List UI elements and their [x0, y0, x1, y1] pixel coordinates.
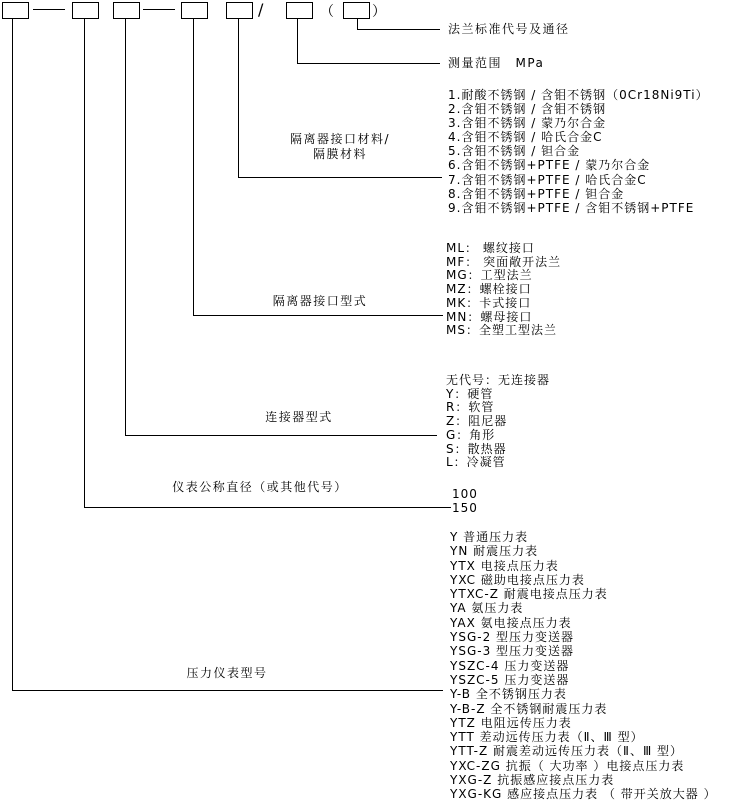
list-item: YSG-3 型压力变送器 [450, 644, 575, 659]
list-item: R：软管 [446, 400, 495, 415]
list-item: 5.含钼不锈钢 / 钽合金 [448, 144, 581, 159]
materials-field-label-line1: 隔离器接口材料/ [289, 132, 391, 146]
close-paren: ） [372, 4, 386, 20]
list-item: YSZC-5 压力变送器 [450, 672, 570, 687]
list-item: YXC-ZG 抗振（ 大功率 ）电接点压力表 [450, 758, 685, 773]
list-item: YTT 差动远传压力表（Ⅱ、Ⅲ 型） [450, 730, 644, 745]
list-item: 150 [452, 501, 478, 515]
list-item: Y：硬管 [446, 386, 494, 401]
list-item: YN 耐震压力表 [450, 544, 539, 559]
list-item: S：散热器 [446, 441, 507, 456]
list-item: YXG-Z 抗振感应接点压力表 [450, 773, 615, 788]
leader-line-materials-h [238, 177, 442, 178]
code-box-3 [113, 2, 140, 19]
code-box-6 [286, 2, 313, 19]
list-item: 7.含钼不锈钢+PTFE / 哈氏合金C [448, 172, 647, 187]
list-item: MK：卡式接口 [446, 295, 532, 310]
leader-line-model-v [12, 18, 13, 690]
leader-line-range-v [297, 18, 298, 63]
leader-line-materials-v [238, 18, 239, 177]
code-box-5 [226, 2, 253, 19]
list-item: 6.含钼不锈钢+PTFE / 蒙乃尔合金 [448, 158, 651, 173]
leader-line-connector-h [125, 435, 437, 436]
leader-line-connector-v [125, 18, 126, 435]
list-item: ML： 螺纹接口 [446, 241, 535, 255]
leader-line-flange-v [357, 18, 358, 29]
list-item: YSZC-4 压力变送器 [450, 658, 570, 673]
code-box-1 [2, 2, 29, 19]
model-field-label: 压力仪表型号 [186, 666, 268, 680]
list-item: 9.含钼不锈钢+PTFE / 含钼不锈钢+PTFE [448, 200, 695, 215]
list-item: YTZ 电阻远传压力表 [450, 715, 572, 730]
list-item: 2.含钼不锈钢 / 含钼不锈钢 [448, 102, 607, 117]
model-options-list [450, 530, 717, 802]
list-item: MF： 突面敞开法兰 [446, 254, 562, 269]
list-item: YAX 氨电接点压力表 [450, 615, 572, 630]
list-item: Z：阻尼器 [446, 414, 508, 429]
list-item: YXC 磁助电接点压力表 [450, 572, 585, 587]
interface-field-label: 隔离器接口型式 [272, 294, 368, 308]
interface-options-list [446, 242, 561, 338]
dash-separator-1 [33, 9, 65, 10]
list-item: 3.含钼不锈钢 / 蒙乃尔合金 [448, 116, 607, 131]
list-item: MG：工型法兰 [446, 268, 533, 283]
list-item: YTT-Z 耐震差动远传压力表（Ⅱ、Ⅲ 型） [450, 744, 684, 759]
list-item: MS：全塑工型法兰 [446, 323, 557, 338]
list-item: 100 [452, 487, 478, 501]
list-item: Y-B-Z 全不锈钢耐震压力表 [450, 701, 608, 716]
list-item: 8.含钼不锈钢+PTFE / 钽合金 [448, 186, 625, 201]
list-item: YSG-2 型压力变送器 [450, 630, 575, 645]
list-item: Y-B 全不锈钢压力表 [450, 687, 567, 702]
materials-field-label [250, 132, 430, 162]
materials-options-list [448, 88, 709, 215]
list-item: 1.耐酸不锈钢 / 含钼不锈钢（0Cr18Ni9Ti） [448, 88, 709, 102]
leader-line-diameter-v [84, 18, 85, 507]
leader-line-diameter-h [84, 507, 451, 508]
list-item: G：角形 [446, 427, 496, 442]
flange-field-label: 法兰标准代号及通径 [448, 22, 570, 36]
list-item: YXG-KG 感应接点压力表 （ 带开关放大器 ） [450, 787, 717, 802]
open-paren: （ [320, 4, 334, 20]
diameter-field-label: 仪表公称直径（或其他代号） [172, 480, 348, 494]
list-item: MN：螺母接口 [446, 309, 533, 324]
list-item: 4.含钼不锈钢 / 哈氏合金C [448, 130, 603, 145]
leader-line-flange-h [357, 29, 440, 30]
leader-line-model-h [12, 690, 443, 691]
leader-line-range-h [297, 63, 440, 64]
list-item: MZ：螺栓接口 [446, 282, 532, 297]
list-item: YTXC-Z 耐震电接点压力表 [450, 587, 608, 602]
list-item: Y 普通压力表 [450, 530, 529, 544]
materials-field-label-line2: 隔膜材料 [312, 147, 367, 161]
list-item: YTX 电接点压力表 [450, 558, 559, 573]
code-box-7 [343, 2, 370, 19]
code-box-2 [72, 2, 99, 19]
connector-options-list [446, 374, 550, 470]
leader-line-interface-v [193, 18, 194, 315]
slash-separator: / [258, 0, 264, 19]
leader-line-interface-h [193, 315, 443, 316]
connector-field-label: 连接器型式 [265, 410, 333, 424]
code-box-4 [181, 2, 208, 19]
list-item: YA 氨压力表 [450, 601, 524, 616]
list-item: L：冷凝管 [446, 455, 506, 470]
dash-separator-2 [143, 9, 175, 10]
diameter-options-list [452, 487, 478, 515]
list-item: 无代号：无连接器 [446, 373, 551, 387]
range-field-label: 测量范围 MPa [448, 56, 545, 70]
